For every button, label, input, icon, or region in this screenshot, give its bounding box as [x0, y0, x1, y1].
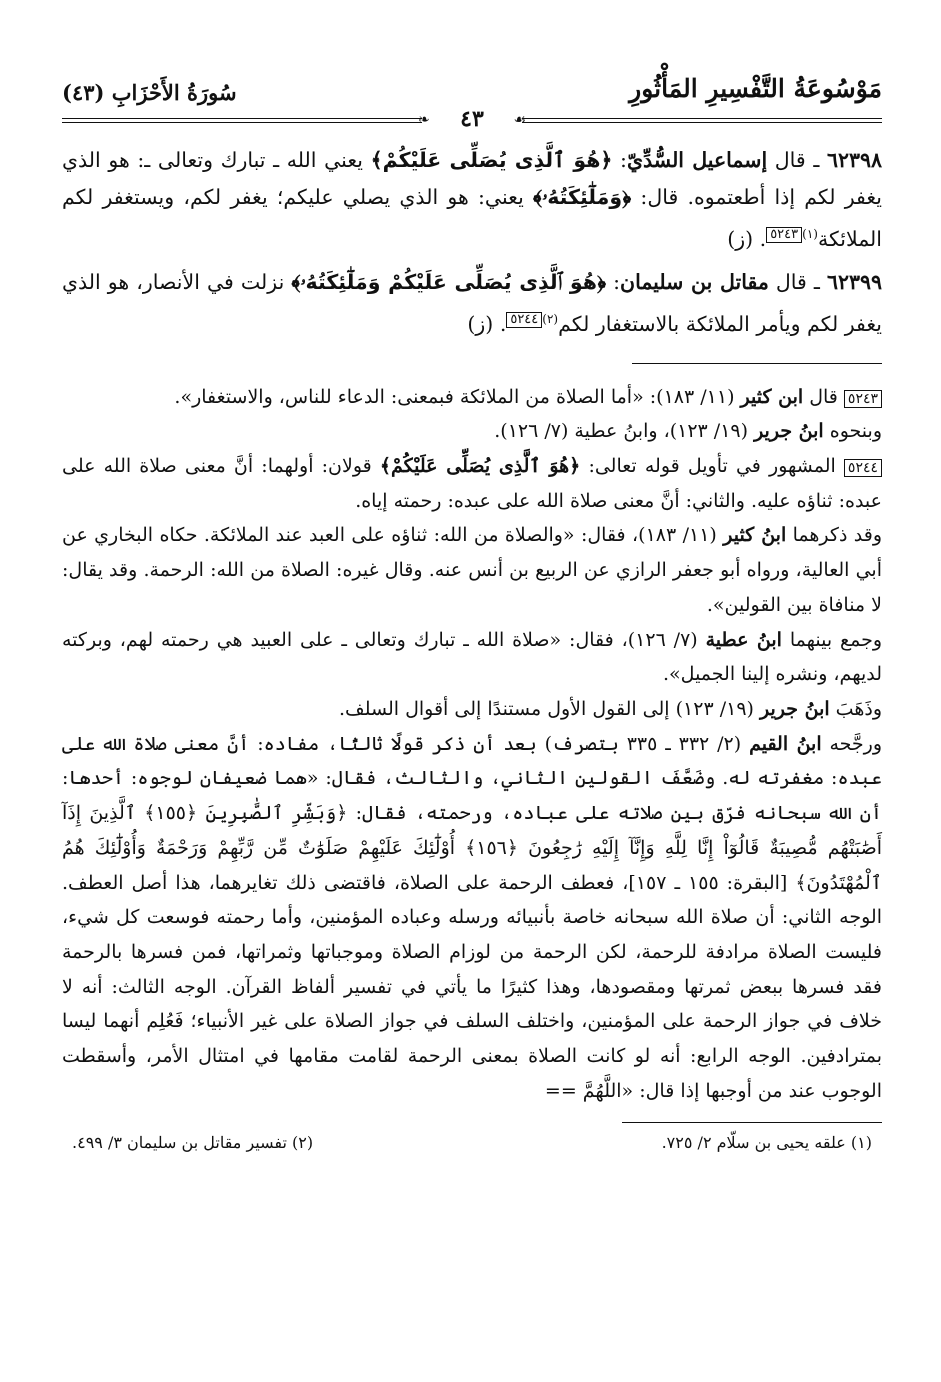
header-rule [62, 106, 882, 132]
quran-quote: ﴿هُوَ ٱلَّذِى يُصَلِّى عَلَيْكُمْ﴾ [379, 455, 581, 478]
note-id-box: ٥٢٤٣ [844, 390, 882, 408]
notes-separator [632, 363, 882, 364]
note-paragraph [62, 380, 882, 415]
note-text: قولان: أولهما: أنَّ معنى صلاة الله على عبده: ثناؤه عليه. والثاني: أنَّ معنى صلاة الله على عبده: رحمته إياه. [62, 455, 882, 512]
scholar-name: ابنُ كثير [723, 524, 787, 547]
note-id-box: ٥٢٤٤ [844, 459, 882, 477]
rule-line-left [62, 118, 422, 123]
note-text: وقد ذكرهما [786, 524, 883, 547]
note-paragraph [62, 449, 882, 518]
footnote-2: (٢) تفسير مقاتل بن سليمان ٣/ ٤٩٩. [72, 1133, 314, 1153]
footnote-marker[interactable]: (١) [802, 227, 818, 241]
scholar-name: ابنُ عطية [705, 628, 782, 651]
ornament-icon: ☙ [513, 112, 526, 128]
quran-quote: ﴿وَمَلَٰٓئِكَتُهُۥ﴾ [533, 185, 632, 209]
page [62, 60, 882, 1360]
footnote-1: (١) علقه يحيى بن سلّام ٢/ ٧٢٥. [661, 1133, 872, 1153]
note-text: قال [803, 385, 844, 408]
entry-text: . (ز) [727, 226, 767, 251]
note-text: (١١/ ١٨٣): «أما الصلاة من الملائكة فبمعنى: الدعاء للناس، والاستغفار». [174, 385, 741, 408]
footnote-marker[interactable]: (٢) [542, 311, 559, 326]
entry-text: ـ قال [767, 148, 827, 172]
entry-62399 [62, 264, 882, 343]
entry-text: ـ قال [768, 269, 827, 294]
ornament-icon: ❧ [418, 112, 430, 128]
note-text: (٧/ ١٢٦)، فقال: «صلاة الله ـ تبارك وتعالى ـ على العبيد هي رحمته لهم، وبركته لديهم، ونشره إلينا الجميل». [62, 628, 882, 686]
book-title: مَوْسُوعَةُ التَّفْسِيرِ المَأْثُورِ [629, 74, 882, 103]
entry-number: ٦٢٣٩٩ [826, 269, 882, 294]
footnotes [62, 1133, 882, 1152]
entry-text: يعني: هو الذي يصلي عليكم؛ يغفر لكم، ويستغفر لكم الملائكة [62, 185, 882, 251]
entry-text: يعني الله ـ تبارك وتعالى ـ: هو الذي يغفر لكم إذا أطعتموه. قال: [62, 148, 882, 209]
note-reference[interactable]: ٥٢٤٣ [766, 227, 802, 243]
narrator-name: إسماعيل السُّدِّيّ [626, 148, 768, 172]
scholar-name: ابنُ جرير [759, 697, 830, 720]
rule-line-right [522, 118, 882, 123]
note-paragraph [62, 414, 882, 449]
note-text: (١٩/ ١٢٣)، وابنُ عطية (٧/ ١٢٦). [494, 420, 755, 443]
note-text: ورجَّحه [821, 732, 883, 755]
note-paragraph [62, 623, 882, 692]
quran-quote: ﴿هُوَ ٱلَّذِى يُصَلِّى عَلَيْكُمْ﴾ [370, 148, 613, 172]
note-text: وذَهَبَ [829, 697, 882, 720]
entry-text: نزلت في الأنصار، هو الذي يغفر لكم ويأمر الملائكة بالاستغفار لكم [62, 269, 882, 336]
note-reference[interactable]: ٥٢٤٤ [506, 312, 542, 328]
note-text: (٢/ ٣٣٢ ـ ٣٣٥ بتصرف) بعد أن ذكر قولًا ثالثًا، مفاده: أنَّ معنى صلاة الله على عبده: مغفرته له. وضَعَّفَ القولين الثاني، والثالث، فقال: «هما ضعيفان لوجوه: أحدها: أن الله سبحانه فرّق بين صلاته على عباده، ورحمته، فقال: ﴿وَبَشِّرِ ٱلصَّٰبِرِينَ ﴿١٥٥﴾ ٱلَّذِينَ إِذَآ أَصَٰبَتْهُم مُّصِيبَةٌ قَالُوٓاْ إِنَّا لِلَّهِ وَإِنَّآ إِلَيْهِ رَٰجِعُونَ ﴿١٥٦﴾ أُوْلَٰٓئِكَ عَلَيْهِمْ صَلَوَٰتٌ مِّن رَّبِّهِمْ وَرَحْمَةٌ وَأُوْلَٰٓئِكَ هُمُ ٱلْمُهْتَدُونَ﴾ [البقرة: ١٥٥ ـ ١٥٧]، فعطف الرحمة على الصلاة، فاقتضى ذلك تغايرهما، هذا أصل العطف. الوجه الثاني: أن صلاة الله سبحانه خاصة بأنبيائه ورسله وعباده المؤمنين، وأما رحمته فوسعت كل شيء، فليست الصلاة مرادفة للرحمة، لكن الرحمة من لوزام الصلاة وموجباتها وثمراتها، فمن فسرها بالرحمة فقد فسرها ببعض ثمرتها ومقصودها، وهذا كثيرًا ما يأتي في تفسير ألفاظ القرآن. الوجه الثالث: أنه لا خلاف في جواز الرحمة على المؤمنين، واختلف السلف في جواز الصلاة على غير الأنبياء؛ فَعُلِم أنهما ليسا بمترادفين. الوجه الرابع: أنه لو كانت الصلاة بمعنى الرحمة لقامت مقامها في امتثال الأمر، وأسقطت الوجوب عند من أوجبها إذا قال: «اللَّهُمَّ == [62, 732, 883, 1102]
note-text: وبنحوه [823, 420, 882, 443]
entry-62398 [62, 142, 882, 258]
narrator-name: مقاتل بن سليمان [620, 269, 769, 294]
quran-quote: ﴿هُوَ ٱلَّذِى يُصَلِّى عَلَيْكُمْ وَمَلَٰٓئِكَتُهُۥ﴾ [291, 269, 607, 294]
note-text: وجمع بينهما [781, 628, 883, 651]
note-paragraph [62, 727, 882, 1109]
entry-text: . (ز) [467, 311, 507, 336]
entry-text: : [606, 269, 621, 294]
note-text: (١٩/ ١٢٣) إلى القول الأول مستندًا إلى أقوال السلف. [339, 697, 760, 720]
page-header [62, 60, 882, 132]
scholar-name: ابنُ القيم [749, 732, 822, 755]
editor-notes [62, 380, 882, 1109]
entry-text: : [612, 148, 627, 172]
surah-title: سُورَةُ الأَحْزَابِ (٤٣) [62, 80, 237, 105]
page-number: ٤٣ [446, 106, 498, 132]
note-text: (١١/ ١٨٣)، فقال: «والصلاة من الله: ثناؤه على العبد عند الملائكة. حكاه البخاري عن أبي العالية، ورواه أبو جعفر الرازي عن الربيع بن أنس عنه. وقال غيره: الصلاة من الله: الرحمة. وقد يقال: لا منافاة بين القولين». [62, 524, 882, 616]
main-text [62, 142, 882, 343]
note-text: المشهور في تأويل قوله تعالى: [580, 455, 844, 478]
scholar-name: ابن كثير [740, 385, 804, 408]
note-paragraph [62, 692, 882, 727]
entry-number: ٦٢٣٩٨ [826, 148, 882, 172]
scholar-name: ابنُ جرير [754, 420, 824, 443]
note-paragraph [62, 518, 882, 622]
footnotes-separator [622, 1122, 882, 1123]
